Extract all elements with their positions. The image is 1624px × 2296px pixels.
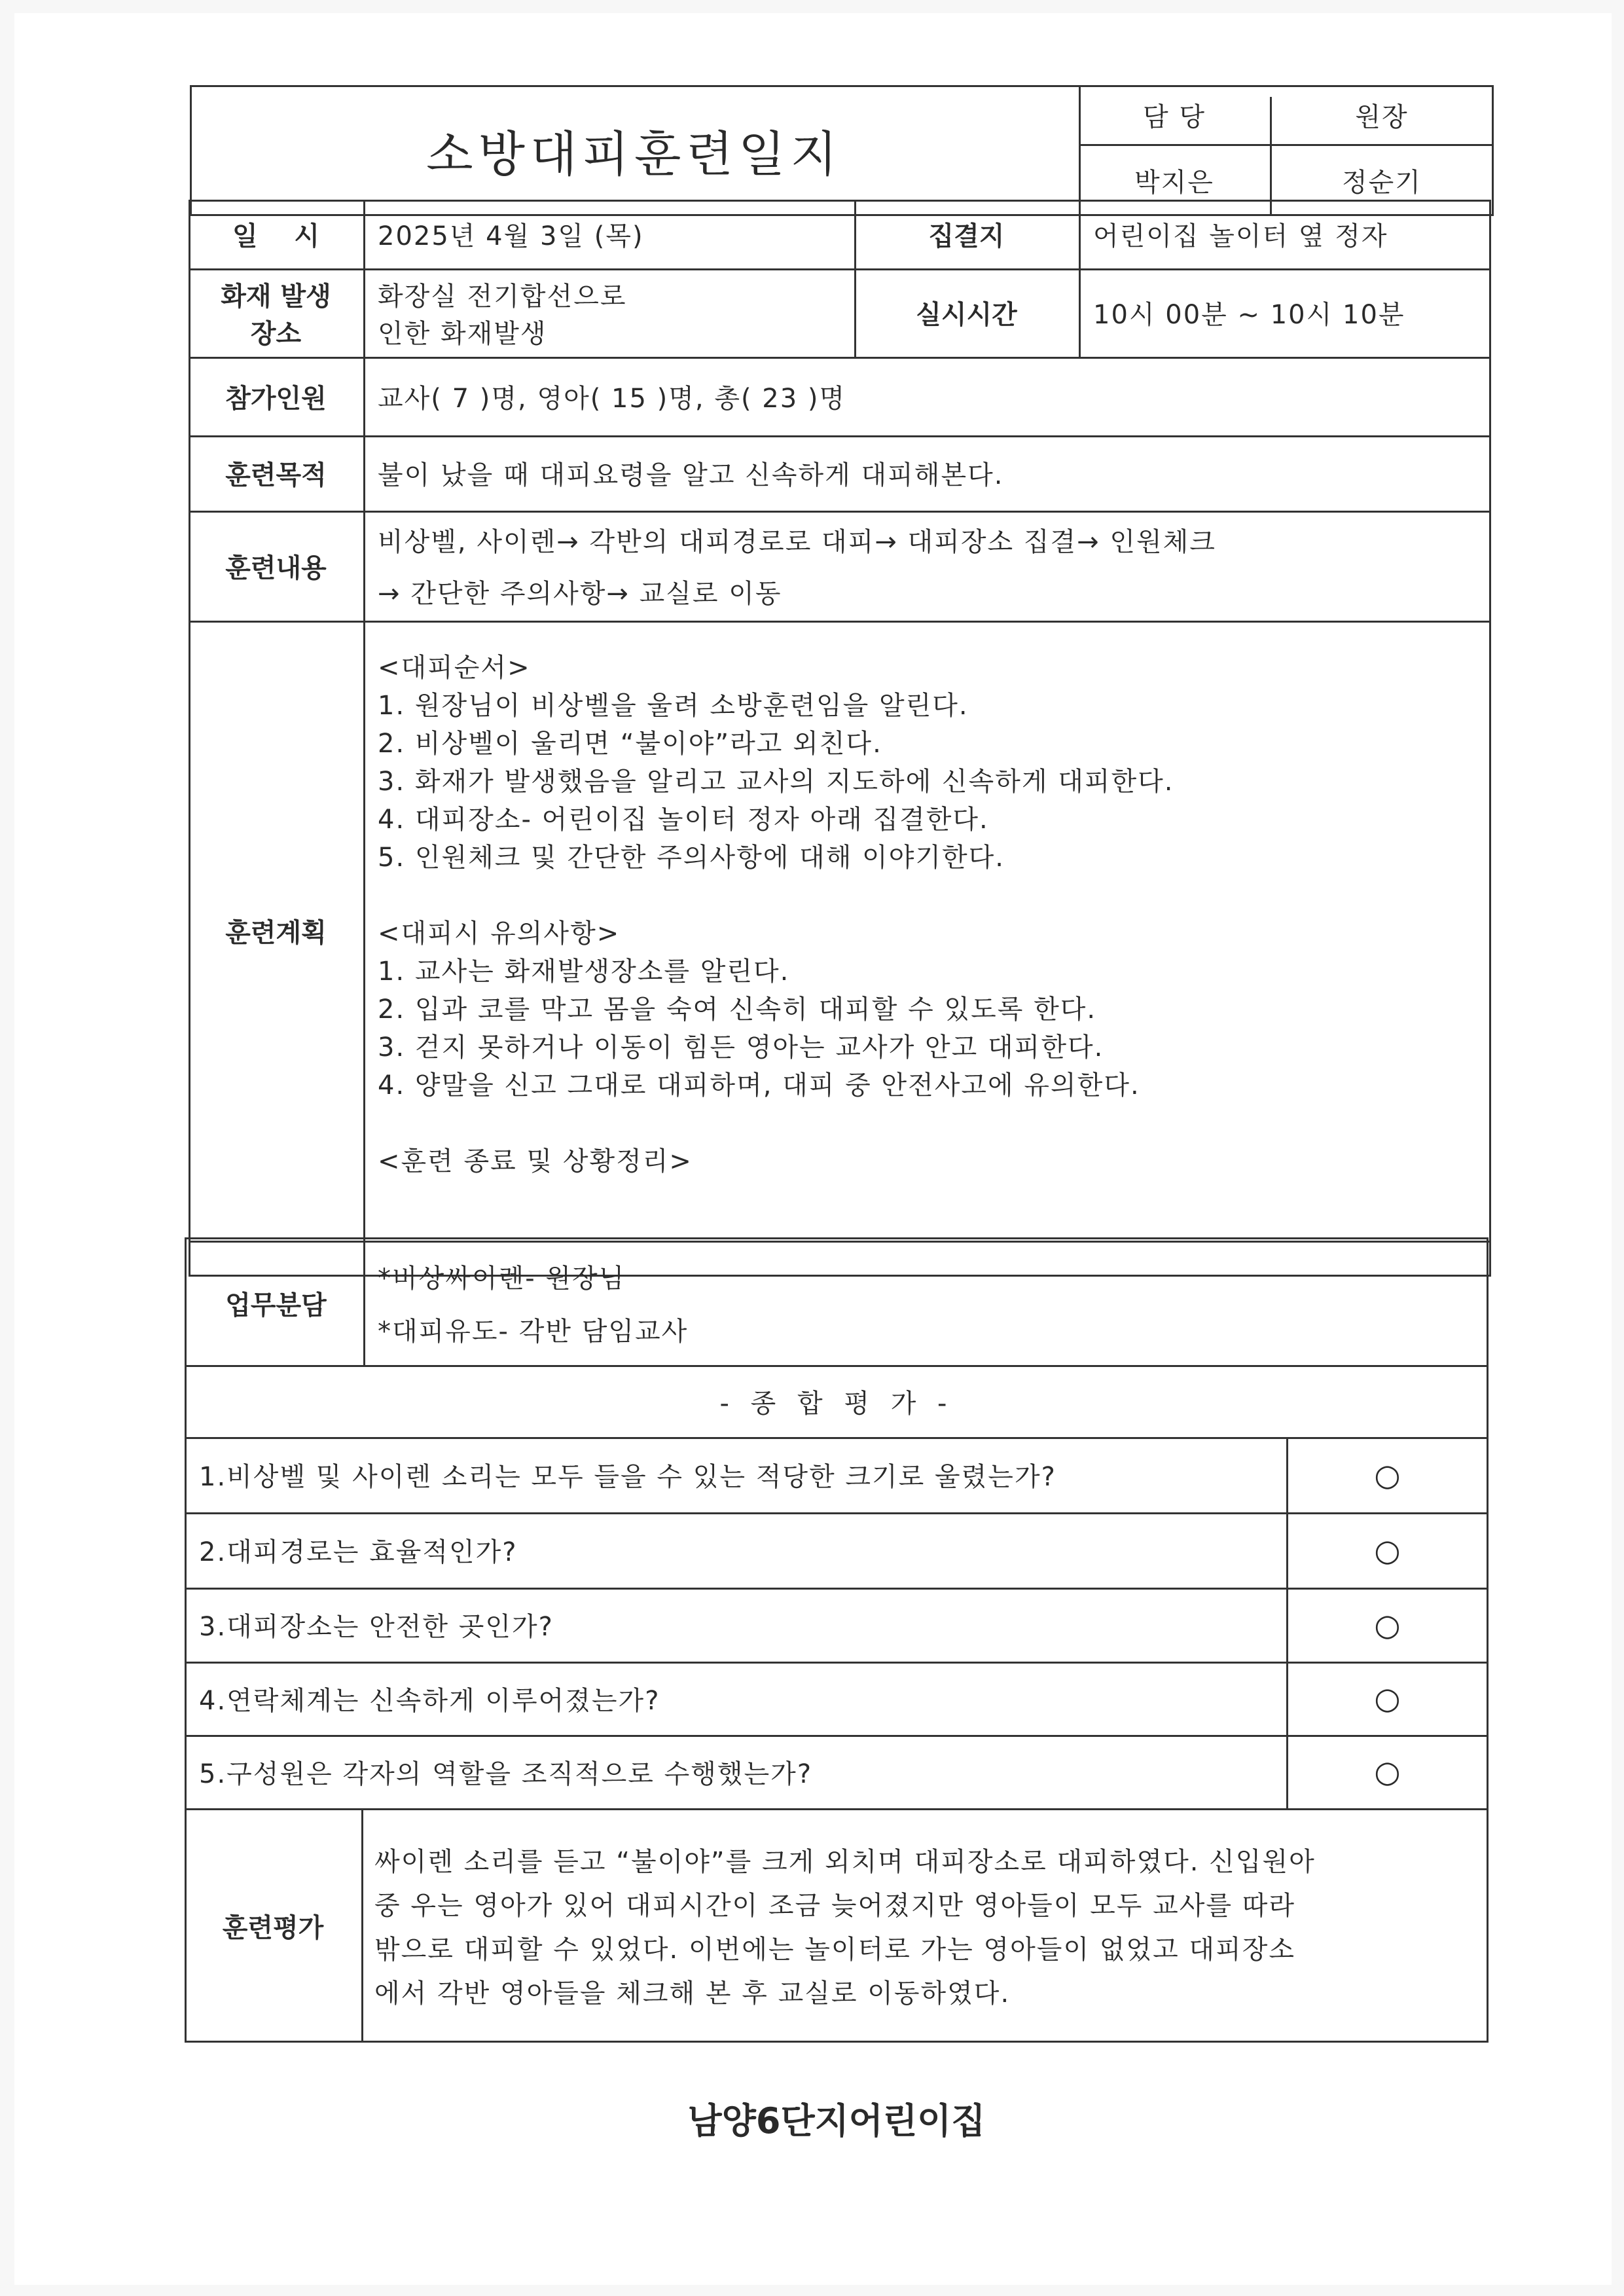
content-line-2: → 간단한 주의사항→ 교실로 이동: [378, 579, 782, 609]
plan-line: 3. 화재가 발생했음을 알리고 교사의 지도하에 신속하게 대피한다.: [378, 767, 1174, 797]
time-value: 10시 00분 ~ 10시 10분: [1093, 300, 1405, 330]
institution-name: 남양6단지어린이집: [687, 2100, 986, 2141]
plan-line: <대피시 유의사항>: [378, 919, 621, 949]
plan-line: 4. 양말을 신고 그대로 대피하며, 대피 중 안전사고에 유의한다.: [378, 1070, 1140, 1101]
participants-value: 교사( 7 )명, 영아( 15 )명, 총( 23 )명: [378, 383, 846, 414]
assembly-value: 어린이집 놀이터 옆 정자: [1093, 221, 1388, 251]
fire-place-label-line-1: 화재 발생: [221, 281, 331, 312]
evaluation-mark-5: ○: [1374, 1754, 1401, 1789]
assembly-label: 집결지: [928, 221, 1005, 251]
duties-label: 업무분담: [225, 1290, 327, 1321]
page-title: 소방대피훈련일지: [426, 126, 842, 183]
evaluation-question-3: 3.대피장소는 안전한 곳인가?: [199, 1612, 554, 1642]
participants-label: 참가인원: [225, 383, 327, 414]
purpose-label: 훈련목적: [225, 460, 327, 490]
plan-line: 1. 교사는 화재발생장소를 알린다.: [378, 957, 790, 987]
evaluation-header: - 종 합 평 가 -: [719, 1388, 954, 1419]
fire-place-value-line-2: 인한 화재발생: [378, 318, 547, 349]
purpose-value: 불이 났을 때 대피요령을 알고 신속하게 대피해본다.: [378, 460, 1004, 490]
review-line-3: 밖으로 대피할 수 있었다. 이번에는 놀이터로 가는 영아들이 없었고 대피장소: [374, 1935, 1295, 1965]
review-line-4: 에서 각반 영아들을 체크해 본 후 교실로 이동하였다.: [374, 1978, 1011, 2009]
duty-line-2: *대피유도- 각반 담임교사: [378, 1317, 689, 1347]
plan-line: 5. 인원체크 및 간단한 주의사항에 대해 이야기한다.: [378, 843, 1005, 873]
date-label: 일 시: [232, 221, 319, 251]
date-value: 2025년 4월 3일 (목): [378, 221, 644, 251]
approval-director-name: 정순기: [1342, 167, 1422, 198]
review-line-2: 중 우는 영아가 있어 대피시간이 조금 늦어졌지만 영아들이 모두 교사를 따라: [374, 1891, 1295, 1921]
duty-line-1: *비상싸이렌- 원장님: [378, 1264, 626, 1294]
evaluation-question-2: 2.대피경로는 효율적인가?: [199, 1537, 518, 1567]
review-line-1: 싸이렌 소리를 듣고 “불이야”를 크게 외치며 대피장소로 대피하였다. 신입원아: [374, 1847, 1316, 1877]
time-label: 실시시간: [916, 300, 1017, 330]
evaluation-mark-3: ○: [1374, 1607, 1401, 1643]
approval-director-label: 원장: [1355, 101, 1409, 132]
approval-manager-label: 담 당: [1143, 101, 1206, 132]
plan-line: 2. 비상벨이 울리면 “불이야”라고 외친다.: [378, 729, 882, 759]
plan-label: 훈련계획: [225, 918, 327, 948]
plan-line: 4. 대피장소- 어린이집 놀이터 정자 아래 집결한다.: [378, 805, 989, 835]
content-line-1: 비상벨, 사이렌→ 각반의 대피경로로 대피→ 대피장소 집결→ 인원체크: [378, 527, 1216, 557]
content-label: 훈련내용: [225, 553, 327, 583]
evaluation-mark-1: ○: [1374, 1457, 1401, 1493]
evaluation-question-1: 1.비상벨 및 사이렌 소리는 모두 들을 수 있는 적당한 크기로 울렸는가?: [199, 1462, 1056, 1492]
plan-line: <훈련 종료 및 상황정리>: [378, 1146, 693, 1176]
plan-line: 3. 걷지 못하거나 이동이 힘든 영아는 교사가 안고 대피한다.: [378, 1032, 1104, 1063]
evaluation-question-4: 4.연락체계는 신속하게 이루어졌는가?: [199, 1685, 660, 1716]
fire-place-label-line-2: 장소: [250, 318, 302, 349]
review-label: 훈련평가: [222, 1912, 324, 1943]
plan-line: <대피순서>: [378, 653, 531, 683]
approval-manager-name: 박지은: [1134, 167, 1214, 198]
evaluation-mark-2: ○: [1374, 1532, 1401, 1568]
fire-place-value-line-1: 화장실 전기합선으로: [378, 281, 627, 312]
plan-line: 1. 원장님이 비상벨을 울려 소방훈련임을 알린다.: [378, 691, 969, 721]
evaluation-question-5: 5.구성원은 각자의 역할을 조직적으로 수행했는가?: [199, 1758, 813, 1789]
plan-line: 2. 입과 코를 막고 몸을 숙여 신속히 대피할 수 있도록 한다.: [378, 994, 1097, 1025]
evaluation-mark-4: ○: [1374, 1681, 1401, 1716]
